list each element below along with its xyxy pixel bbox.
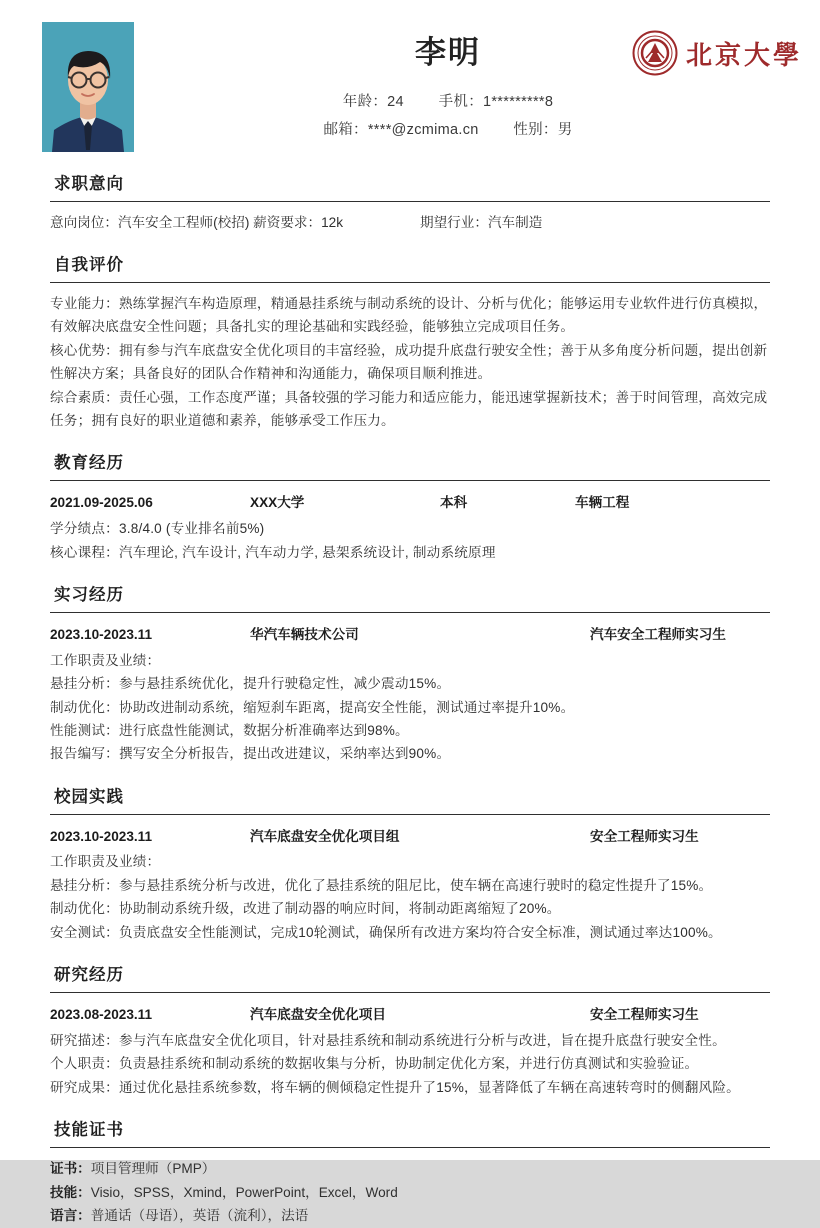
- skill-row-skills: [50, 1181, 770, 1205]
- campus-practice-subheading: 工作职责及业绩：: [50, 854, 161, 870]
- section-divider: [50, 480, 770, 481]
- skill-row-languages: [50, 1204, 770, 1228]
- campus-practice-company: 汽车底盘安全优化项目组: [250, 828, 400, 844]
- section-title-internship: 实习经历: [54, 585, 124, 604]
- contact-line-1: [134, 89, 762, 117]
- section-divider: [50, 612, 770, 613]
- section-divider: [50, 201, 770, 202]
- email-label: 邮箱：: [323, 121, 368, 138]
- self-evaluation-paragraph: 综合素质：责任心强，工作态度严谨；具备较强的学习能力和适应能力，能迅速掌握新技术；善于时间管理，高效完成任务；拥有良好的职业道德和素养，能够承受工作压力。: [50, 389, 768, 428]
- internship-bullet: 悬挂分析：参与悬挂系统优化，提升行驶稳定性，减少震动15%。: [50, 676, 451, 692]
- campus-practice-bullet: 安全测试：负责底盘安全性能测试，完成10轮测试，确保所有改进方案均符合安全标准，测试通过率达100%。: [50, 924, 722, 940]
- section-divider: [50, 992, 770, 993]
- education-date: 2021.09-2025.06: [50, 495, 153, 511]
- skills-label: 技能：: [50, 1184, 91, 1200]
- university-logo: [632, 30, 802, 76]
- research-project: 汽车底盘安全优化项目: [250, 1006, 386, 1022]
- section-self-evaluation: [0, 251, 820, 432]
- education-detail: 核心课程：汽车理论, 汽车设计, 汽车动力学, 悬架系统设计, 制动系统原理: [50, 544, 496, 560]
- campus-practice-bullet: 悬挂分析：参与悬挂系统分析与改进，优化了悬挂系统的阻尼比，使车辆在高速行驶时的稳定性提升了15%。: [50, 877, 713, 893]
- intended-position-label: 意向岗位：: [50, 215, 118, 230]
- research-bullet: 研究成果：通过优化悬挂系统参数，将车辆的侧倾稳定性提升了15%，显著降低了车辆在高速转弯时的侧翻风险。: [50, 1079, 740, 1095]
- section-title-job-intention: 求职意向: [54, 175, 124, 193]
- section-campus-practice: [0, 783, 820, 944]
- languages-label: 语言：: [50, 1208, 91, 1224]
- education-major: 车辆工程: [575, 495, 630, 511]
- job-intention-row: [50, 211, 770, 234]
- research-date: 2023.08-2023.11: [50, 1006, 153, 1022]
- contact-line-2: [134, 117, 762, 145]
- internship-company: 华汽车辆技术公司: [250, 626, 359, 642]
- resume-header: [0, 0, 820, 170]
- research-bullet: 个人职责：负责悬挂系统和制动系统的数据收集与分析，协助制定优化方案，并进行仿真测试和实验验证。: [50, 1056, 699, 1072]
- education-detail: 学分绩点：3.8/4.0 (专业排名前5%): [50, 521, 265, 537]
- salary-value: 12k: [321, 215, 344, 230]
- skills-value: Visio，SPSS，Xmind，PowerPoint，Excel，Word: [90, 1184, 398, 1200]
- section-research: [0, 961, 820, 1099]
- section-title-research: 研究经历: [54, 965, 124, 984]
- research-bullet: 研究描述：参与汽车底盘安全优化项目，针对悬挂系统和制动系统进行分析与改进，旨在提升底盘行驶安全性。: [50, 1032, 726, 1048]
- gender-value: 男: [557, 121, 573, 138]
- section-job-intention: [0, 170, 820, 234]
- languages-value: 普通话（母语），英语（流利），法语: [90, 1208, 309, 1224]
- internship-role: 汽车安全工程师实习生: [590, 626, 726, 642]
- section-title-education: 教育经历: [54, 454, 124, 473]
- age-value: 24: [387, 94, 404, 111]
- section-divider: [50, 814, 770, 815]
- campus-practice-role: 安全工程师实习生: [590, 828, 699, 844]
- campus-practice-bullet: 制动优化：协助制动系统升级，改进了制动器的响应时间，将制动距离缩短了20%。: [50, 901, 561, 917]
- gender-label: 性别：: [513, 121, 558, 138]
- age-label: 年龄：: [342, 94, 388, 111]
- campus-practice-row: [50, 824, 770, 850]
- avatar: [42, 22, 134, 152]
- education-degree: 本科: [440, 495, 468, 511]
- phone-label: 手机：: [438, 94, 483, 111]
- section-skills: [0, 1116, 820, 1228]
- internship-row: [50, 622, 770, 648]
- university-name: 北京大學: [685, 40, 802, 70]
- section-title-campus-practice: 校园实践: [54, 787, 124, 806]
- internship-subheading: 工作职责及业绩：: [50, 652, 161, 668]
- skill-row-certificate: [50, 1157, 770, 1181]
- email-value: ****@zcmima.cn: [367, 121, 479, 138]
- research-row: [50, 1002, 770, 1028]
- expected-industry: [420, 211, 770, 234]
- education-row: [50, 490, 770, 516]
- industry-value: 汽车制造: [487, 215, 543, 230]
- intended-position-value: 汽车安全工程师(校招): [117, 215, 250, 230]
- section-title-skills: 技能证书: [54, 1120, 124, 1139]
- university-seal-icon: [632, 30, 678, 76]
- internship-bullet: 报告编写：撰写安全分析报告，提出改进建议，采纳率达到90%。: [50, 746, 451, 762]
- portrait-icon: [42, 22, 134, 152]
- intended-position: [50, 211, 420, 234]
- certificate-label: 证书：: [50, 1160, 91, 1176]
- internship-bullet: 性能测试：进行底盘性能测试，数据分析准确率达到98%。: [50, 722, 409, 738]
- internship-date: 2023.10-2023.11: [50, 626, 153, 642]
- salary-label: 薪资要求：: [253, 215, 322, 230]
- section-title-self-evaluation: 自我评价: [54, 256, 124, 275]
- section-divider: [50, 1147, 770, 1148]
- page-title: 李明: [415, 35, 481, 70]
- section-divider: [50, 282, 770, 283]
- certificate-value: 项目管理师（PMP）: [90, 1160, 216, 1176]
- education-school: XXX大学: [250, 495, 305, 511]
- industry-label: 期望行业：: [420, 215, 488, 230]
- internship-bullet: 制动优化：协助改进制动系统，缩短刹车距离，提高安全性能，测试通过率提升10%。: [50, 699, 575, 715]
- section-education: [0, 449, 820, 564]
- research-role: 安全工程师实习生: [590, 1006, 699, 1022]
- campus-practice-date: 2023.10-2023.11: [50, 828, 153, 844]
- self-evaluation-paragraph: 核心优势：拥有参与汽车底盘安全优化项目的丰富经验，成功提升底盘行驶安全性；善于从多角度分析问题，提出创新性解决方案；具备良好的团队合作精神和沟通能力，确保项目顺利推进。: [50, 342, 768, 382]
- section-internship: [0, 581, 820, 766]
- self-evaluation-paragraph: 专业能力：熟练掌握汽车构造原理，精通悬挂系统与制动系统的设计、分析与优化；能够运用专业软件进行仿真模拟，有效解决底盘安全性问题；具备扎实的理论基础和实践经验，能够独立完成项目任务。: [50, 296, 768, 335]
- phone-value: 1*********8: [483, 94, 554, 111]
